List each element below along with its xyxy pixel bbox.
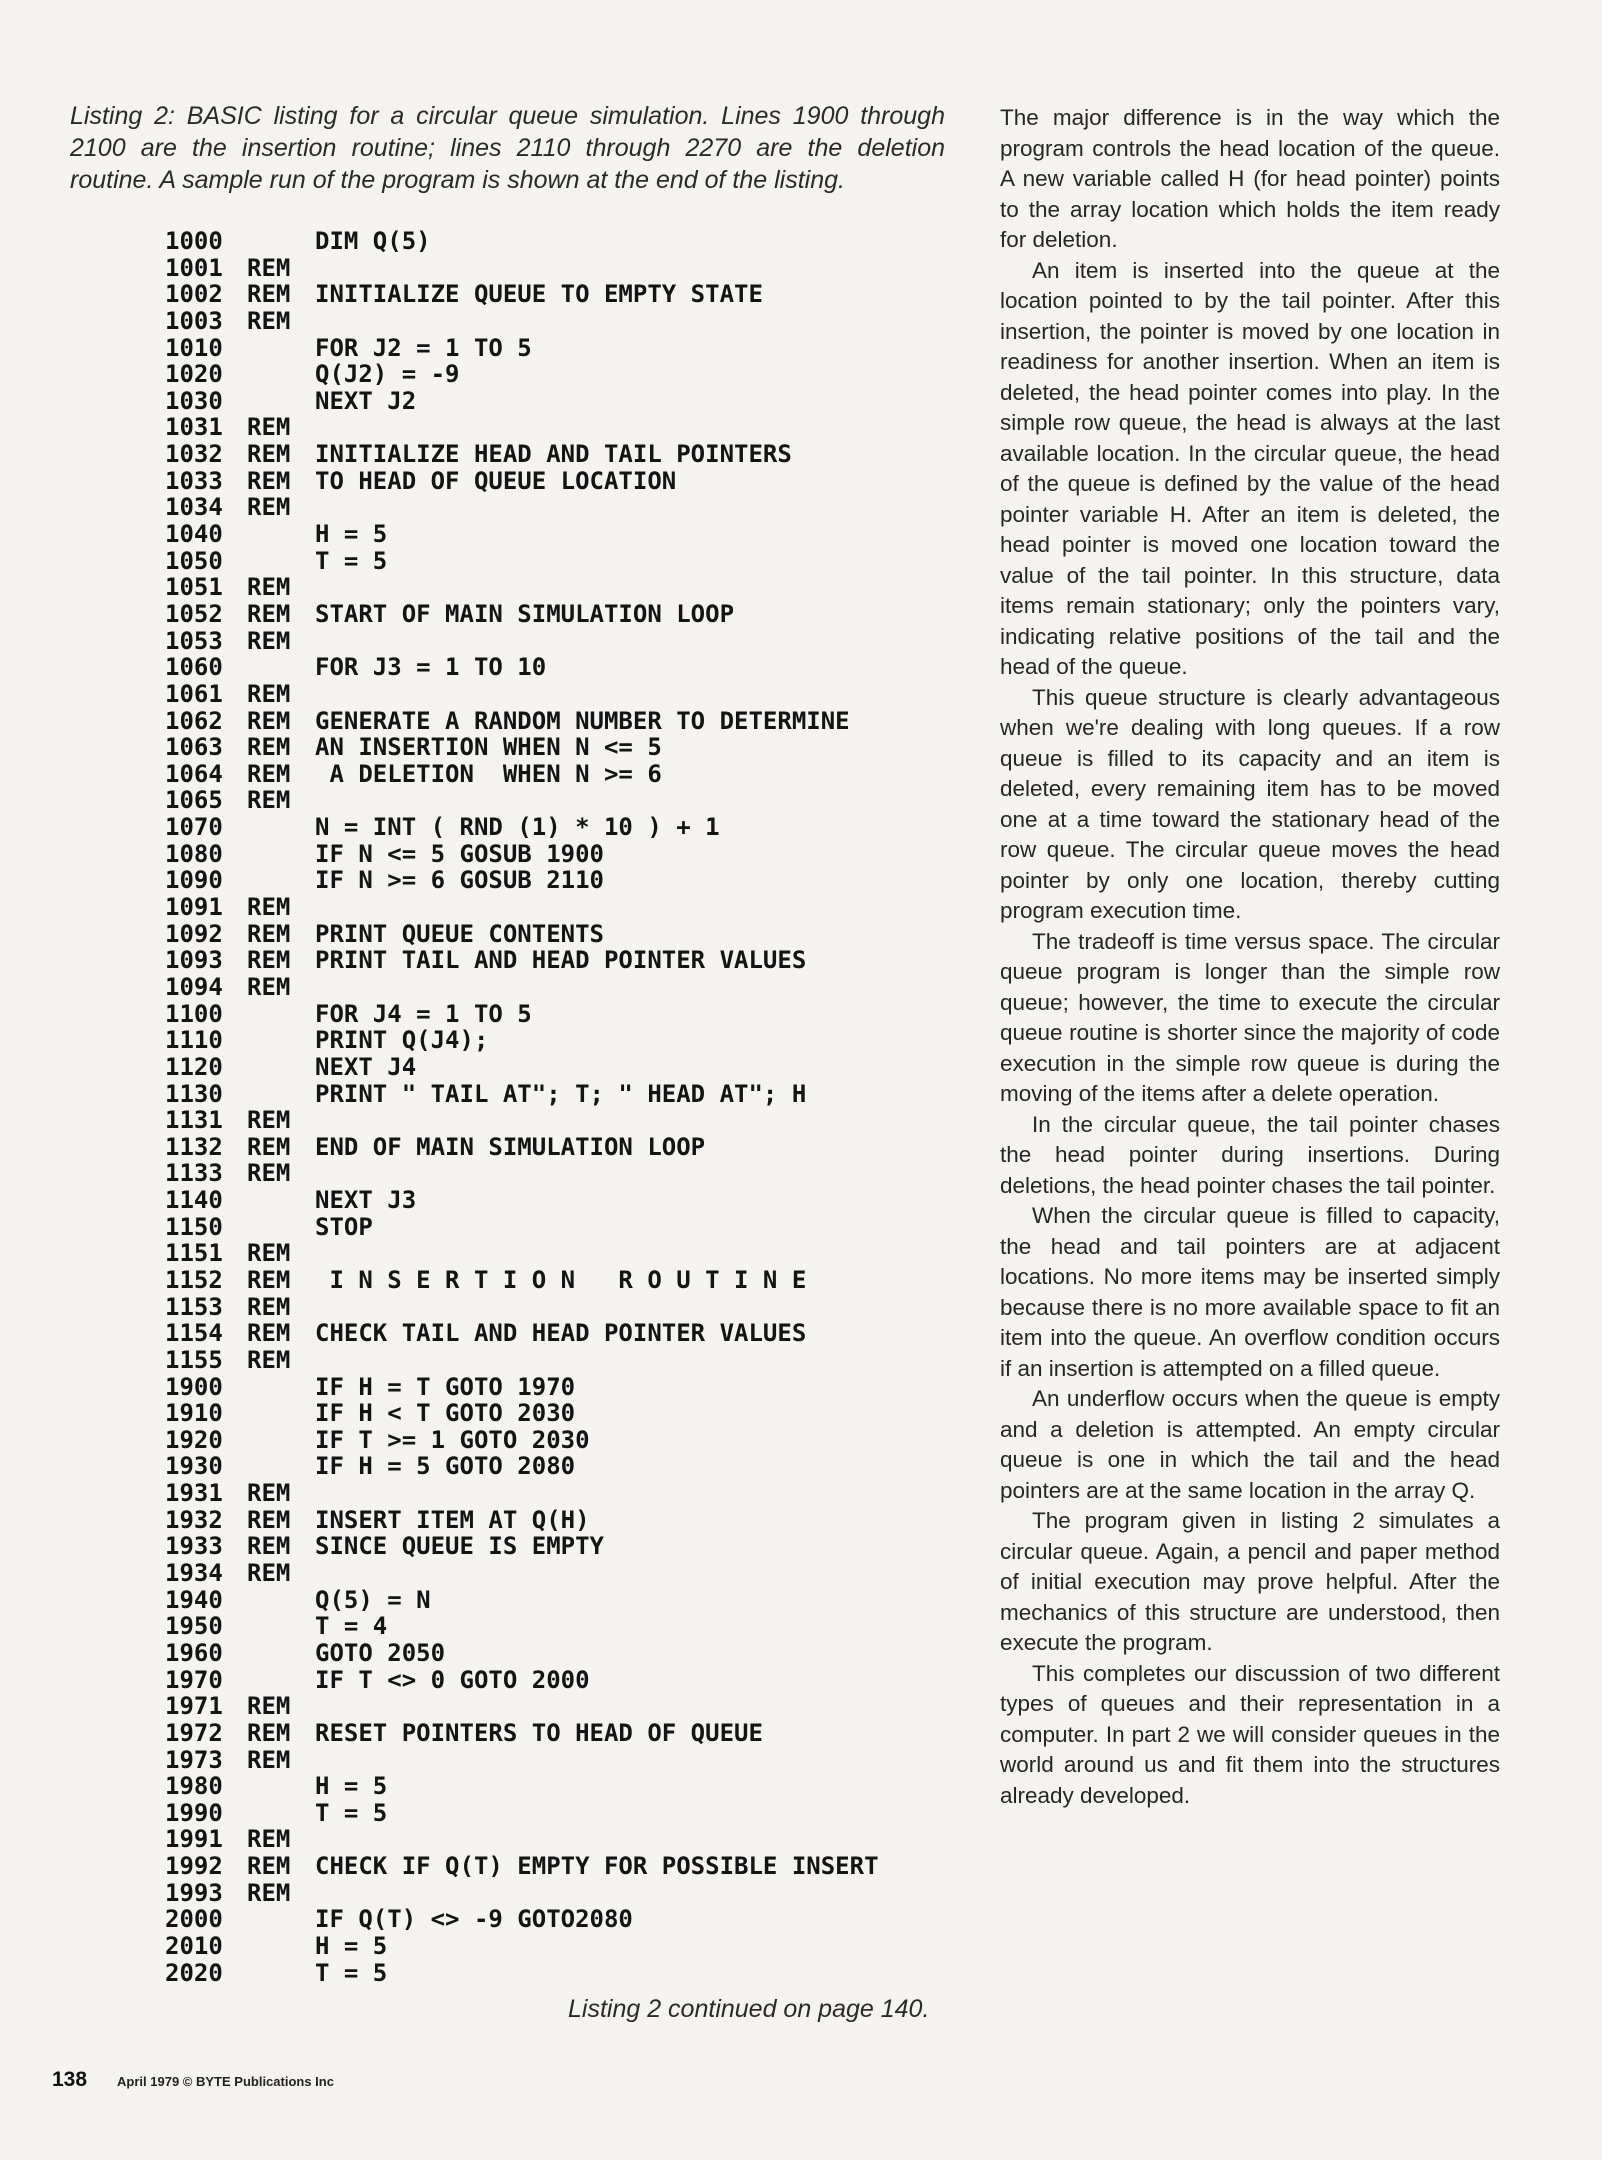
code-line <box>165 1400 955 1427</box>
rem-keyword: REM <box>247 759 291 788</box>
line-number: 1032 <box>165 440 223 469</box>
line-number: 1094 <box>165 972 223 1001</box>
line-number: 1034 <box>165 493 223 522</box>
code-statement: END OF MAIN SIMULATION LOOP <box>315 1132 706 1161</box>
code-line <box>165 708 955 735</box>
code-statement: PRINT Q(J4); <box>315 1026 489 1055</box>
code-line <box>165 281 955 308</box>
code-line <box>165 548 955 575</box>
line-number: 1010 <box>165 333 223 362</box>
rem-keyword: REM <box>247 733 291 762</box>
code-line <box>165 388 955 415</box>
line-number: 1970 <box>165 1665 223 1694</box>
code-statement: TO HEAD OF QUEUE LOCATION <box>315 466 677 495</box>
rem-keyword: REM <box>247 253 291 282</box>
code-statement: NEXT J4 <box>315 1052 417 1081</box>
rem-keyword: REM <box>247 1239 291 1268</box>
code-line <box>165 1267 955 1294</box>
code-statement: H = 5 <box>315 1772 388 1801</box>
line-number: 1950 <box>165 1612 223 1641</box>
code-line <box>165 654 955 681</box>
line-number: 1154 <box>165 1319 223 1348</box>
rem-keyword: REM <box>247 972 291 1001</box>
rem-keyword: REM <box>247 599 291 628</box>
code-statement: PRINT QUEUE CONTENTS <box>315 919 604 948</box>
line-number: 1040 <box>165 520 223 549</box>
code-line <box>165 521 955 548</box>
article-paragraph: The major difference is in the way which the program controls the head location of the queue. A new variable called H (for head pointer) points to the array location which holds the item ready for deletion. <box>1000 105 1500 252</box>
article-paragraph: This completes our discussion of two different types of queues and their representation in a computer. In part 2 we will consider queues in the world around us and fit them into the structures already developed. <box>1000 1660 1500 1808</box>
code-line <box>165 1667 955 1694</box>
code-statement: PRINT TAIL AND HEAD POINTER VALUES <box>315 946 807 975</box>
line-number: 1991 <box>165 1825 223 1854</box>
line-number: 1153 <box>165 1292 223 1321</box>
rem-keyword: REM <box>247 706 291 735</box>
code-line <box>165 1427 955 1454</box>
line-number: 1080 <box>165 839 223 868</box>
code-statement: FOR J2 = 1 TO 5 <box>315 333 532 362</box>
code-line <box>165 1853 955 1880</box>
code-statement: T = 5 <box>315 546 388 575</box>
code-statement: IF Q(T) <> -9 GOTO2080 <box>315 1905 633 1934</box>
line-number: 1993 <box>165 1878 223 1907</box>
code-line <box>165 1134 955 1161</box>
code-line <box>165 494 955 521</box>
rem-keyword: REM <box>247 280 291 309</box>
rem-keyword: REM <box>247 946 291 975</box>
rem-keyword: REM <box>247 1718 291 1747</box>
code-line <box>165 947 955 974</box>
code-line <box>165 1800 955 1827</box>
code-statement: T = 5 <box>315 1958 388 1987</box>
publication-imprint: April 1979 © BYTE Publications Inc <box>117 2074 334 2089</box>
line-number: 1065 <box>165 786 223 815</box>
code-line <box>165 1560 955 1587</box>
line-number: 1093 <box>165 946 223 975</box>
code-line <box>165 1880 955 1907</box>
code-line <box>165 1720 955 1747</box>
code-line <box>165 255 955 282</box>
code-line <box>165 841 955 868</box>
code-statement: H = 5 <box>315 520 388 549</box>
code-line <box>165 1187 955 1214</box>
line-number: 2010 <box>165 1932 223 1960</box>
code-line <box>165 1533 955 1560</box>
article-paragraph: An underflow occurs when the queue is empty and a deletion is attempted. An empty circular queue is one in which the tail and the head pointers are at the same location in the array Q. <box>1000 1386 1500 1503</box>
line-number: 1051 <box>165 573 223 602</box>
code-statement: AN INSERTION WHEN N <= 5 <box>315 733 662 762</box>
rem-keyword: REM <box>247 306 291 335</box>
code-statement: N = INT ( RND (1) * 10 ) + 1 <box>315 813 720 842</box>
code-line <box>165 1773 955 1800</box>
code-line <box>165 1693 955 1720</box>
line-number: 1092 <box>165 919 223 948</box>
continued-note: Listing 2 continued on page 140. <box>568 1995 930 2023</box>
rem-keyword: REM <box>247 679 291 708</box>
code-line <box>165 734 955 761</box>
line-number: 1064 <box>165 759 223 788</box>
line-number: 1060 <box>165 653 223 682</box>
code-line <box>165 1374 955 1401</box>
article-column <box>1000 103 1500 1811</box>
code-statement: IF N >= 6 GOSUB 2110 <box>315 866 604 895</box>
rem-keyword: REM <box>247 493 291 522</box>
line-number: 1130 <box>165 1079 223 1108</box>
rem-keyword: REM <box>247 1532 291 1561</box>
line-number: 1002 <box>165 280 223 309</box>
line-number: 1140 <box>165 1186 223 1215</box>
line-number: 1940 <box>165 1585 223 1614</box>
code-statement: IF T <> 0 GOTO 2000 <box>315 1665 590 1694</box>
code-line <box>165 1347 955 1374</box>
listing-caption: Listing 2: BASIC listing for a circular queue simulation. Lines 1900 through 2100 are the insertion routine; lines 2110 through 2270 are the deletion routine. A sample run of the program is shown at the end of the listing. <box>70 102 945 194</box>
rem-keyword: REM <box>247 1505 291 1534</box>
line-number: 1132 <box>165 1132 223 1161</box>
line-number: 1971 <box>165 1692 223 1721</box>
code-statement: SINCE QUEUE IS EMPTY <box>315 1532 604 1561</box>
code-statement: START OF MAIN SIMULATION LOOP <box>315 599 735 628</box>
line-number: 1090 <box>165 866 223 895</box>
line-number: 2000 <box>165 1905 223 1934</box>
rem-keyword: REM <box>247 440 291 469</box>
line-number: 1061 <box>165 679 223 708</box>
code-line <box>165 441 955 468</box>
code-line <box>165 814 955 841</box>
line-number: 1900 <box>165 1372 223 1401</box>
code-statement: IF T >= 1 GOTO 2030 <box>315 1425 590 1454</box>
rem-keyword: REM <box>247 413 291 442</box>
code-statement: RESET POINTERS TO HEAD OF QUEUE <box>315 1718 763 1747</box>
line-number: 1020 <box>165 360 223 389</box>
code-line <box>165 628 955 655</box>
line-number: 1910 <box>165 1399 223 1428</box>
line-number: 1070 <box>165 813 223 842</box>
line-number: 1001 <box>165 253 223 282</box>
code-line <box>165 681 955 708</box>
code-line <box>165 308 955 335</box>
code-statement: STOP <box>315 1212 373 1241</box>
code-statement: Q(5) = N <box>315 1585 431 1614</box>
line-number: 1933 <box>165 1532 223 1561</box>
rem-keyword: REM <box>247 919 291 948</box>
rem-keyword: REM <box>247 1559 291 1588</box>
code-statement: GENERATE A RANDOM NUMBER TO DETERMINE <box>315 706 850 735</box>
line-number: 1931 <box>165 1479 223 1508</box>
code-statement: I N S E R T I O N R O U T I N E <box>315 1265 807 1294</box>
line-number: 1930 <box>165 1452 223 1481</box>
code-line <box>165 574 955 601</box>
code-statement: IF H = 5 GOTO 2080 <box>315 1452 576 1481</box>
code-statement: INSERT ITEM AT Q(H) <box>315 1505 590 1534</box>
code-statement: NEXT J2 <box>315 386 417 415</box>
code-line <box>165 1160 955 1187</box>
code-line <box>165 1640 955 1667</box>
line-number: 1980 <box>165 1772 223 1801</box>
line-number: 2020 <box>165 1958 223 1987</box>
line-number: 1150 <box>165 1212 223 1241</box>
code-line <box>165 1027 955 1054</box>
code-statement: T = 5 <box>315 1798 388 1827</box>
code-line <box>165 1054 955 1081</box>
code-line <box>165 601 955 628</box>
line-number: 1030 <box>165 386 223 415</box>
code-line <box>165 787 955 814</box>
line-number: 1932 <box>165 1505 223 1534</box>
code-statement: FOR J3 = 1 TO 10 <box>315 653 547 682</box>
article-paragraph: In the circular queue, the tail pointer chases the head pointer during insertions. During deletions, the head pointer chases the tail pointer. <box>1000 1111 1500 1198</box>
rem-keyword: REM <box>247 1692 291 1721</box>
code-line <box>165 1960 955 1987</box>
code-statement: Q(J2) = -9 <box>315 360 460 389</box>
line-number: 1050 <box>165 546 223 575</box>
code-line <box>165 1240 955 1267</box>
rem-keyword: REM <box>247 1319 291 1348</box>
page-footer <box>52 2068 334 2092</box>
line-number: 1052 <box>165 599 223 628</box>
code-line <box>165 228 955 255</box>
rem-keyword: REM <box>247 1106 291 1135</box>
rem-keyword: REM <box>247 893 291 922</box>
code-line <box>165 1587 955 1614</box>
rem-keyword: REM <box>247 1825 291 1854</box>
article-paragraph: This queue structure is clearly advantageous when we're dealing with long queues. If a row queue is filled to its capacity and an item is deleted, every remaining item has to be moved one at a time toward the stationary head of the row queue. The circular queue moves the head pointer by only one location, thereby cutting program execution time. <box>1000 684 1500 923</box>
code-statement: IF H < T GOTO 2030 <box>315 1399 576 1428</box>
code-line <box>165 1320 955 1347</box>
code-line <box>165 1081 955 1108</box>
rem-keyword: REM <box>247 1159 291 1188</box>
code-line <box>165 1507 955 1534</box>
code-line <box>165 1480 955 1507</box>
code-statement: A DELETION WHEN N >= 6 <box>315 759 662 788</box>
rem-keyword: REM <box>247 1479 291 1508</box>
code-line <box>165 1747 955 1774</box>
code-line <box>165 1214 955 1241</box>
code-line <box>165 761 955 788</box>
rem-keyword: REM <box>247 466 291 495</box>
rem-keyword: REM <box>247 1878 291 1907</box>
code-line <box>165 867 955 894</box>
article-paragraph: The program given in listing 2 simulates a circular queue. Again, a pencil and paper method of initial execution may prove helpful. After the mechanics of this structure are understood, then execute the program. <box>1000 1508 1500 1655</box>
code-statement: INITIALIZE QUEUE TO EMPTY STATE <box>315 280 763 309</box>
line-number: 1000 <box>165 227 223 255</box>
code-statement: T = 4 <box>315 1612 388 1641</box>
rem-keyword: REM <box>247 1345 291 1374</box>
article-paragraph: The tradeoff is time versus space. The circular queue program is longer than the simple row queue; however, the time to execute the circular queue routine is shorter since the majority of code execution in the simple row queue is during the moving of the items after a delete operation. <box>1000 928 1500 1106</box>
code-line <box>165 1933 955 1960</box>
code-statement: FOR J4 = 1 TO 5 <box>315 999 532 1028</box>
article-paragraph: When the circular queue is filled to capacity, the head and tail pointers are at adjacent locations. No more items may be inserted simply because there is no more available space to fit an item into the queue. An overflow condition occurs if an insertion is attempted on a filled queue. <box>1000 1203 1500 1381</box>
line-number: 1992 <box>165 1852 223 1881</box>
code-statement: INITIALIZE HEAD AND TAIL POINTERS <box>315 440 792 469</box>
code-line <box>165 1001 955 1028</box>
code-line <box>165 1826 955 1853</box>
line-number: 1120 <box>165 1052 223 1081</box>
code-line <box>165 1613 955 1640</box>
page-number: 138 <box>52 2068 88 2091</box>
rem-keyword: REM <box>247 626 291 655</box>
line-number: 1062 <box>165 706 223 735</box>
line-number: 1053 <box>165 626 223 655</box>
line-number: 1990 <box>165 1798 223 1827</box>
code-listing <box>165 228 955 1986</box>
rem-keyword: REM <box>247 1132 291 1161</box>
line-number: 1031 <box>165 413 223 442</box>
line-number: 1091 <box>165 893 223 922</box>
rem-keyword: REM <box>247 1745 291 1774</box>
line-number: 1151 <box>165 1239 223 1268</box>
code-statement: H = 5 <box>315 1932 388 1960</box>
line-number: 1100 <box>165 999 223 1028</box>
line-number: 1033 <box>165 466 223 495</box>
line-number: 1972 <box>165 1718 223 1747</box>
code-statement: CHECK IF Q(T) EMPTY FOR POSSIBLE INSERT <box>315 1852 879 1881</box>
rem-keyword: REM <box>247 1292 291 1321</box>
line-number: 1003 <box>165 306 223 335</box>
code-statement: DIM Q(5) <box>315 227 431 255</box>
rem-keyword: REM <box>247 573 291 602</box>
line-number: 1152 <box>165 1265 223 1294</box>
code-statement: CHECK TAIL AND HEAD POINTER VALUES <box>315 1319 807 1348</box>
code-statement: IF H = T GOTO 1970 <box>315 1372 576 1401</box>
line-number: 1920 <box>165 1425 223 1454</box>
line-number: 1960 <box>165 1638 223 1667</box>
code-line <box>165 1107 955 1134</box>
code-statement: GOTO 2050 <box>315 1638 446 1667</box>
line-number: 1133 <box>165 1159 223 1188</box>
line-number: 1155 <box>165 1345 223 1374</box>
rem-keyword: REM <box>247 1265 291 1294</box>
code-line <box>165 894 955 921</box>
code-line <box>165 414 955 441</box>
code-line <box>165 335 955 362</box>
rem-keyword: REM <box>247 1852 291 1881</box>
code-statement: IF N <= 5 GOSUB 1900 <box>315 839 604 868</box>
code-line <box>165 468 955 495</box>
code-line <box>165 1453 955 1480</box>
line-number: 1110 <box>165 1026 223 1055</box>
code-line <box>165 974 955 1001</box>
code-statement: PRINT " TAIL AT"; T; " HEAD AT"; H <box>315 1079 807 1108</box>
code-statement: NEXT J3 <box>315 1186 417 1215</box>
line-number: 1973 <box>165 1745 223 1774</box>
code-line <box>165 361 955 388</box>
line-number: 1131 <box>165 1106 223 1135</box>
code-line <box>165 1906 955 1933</box>
line-number: 1934 <box>165 1559 223 1588</box>
code-line <box>165 921 955 948</box>
article-paragraph: An item is inserted into the queue at the location pointed to by the tail pointer. After this insertion, the pointer is moved by one location in readiness for another insertion. When an item is deleted, the head pointer comes into play. In the simple row queue, the head is always at the last available location. In the circular queue, the head of the queue is defined by the value of the head pointer variable H. After an item is deleted, the head pointer is moved one location toward the value of the tail pointer. In this structure, data items remain stationary; only the pointers vary, indicating relative positions of the tail and the head of the queue. <box>1000 257 1500 679</box>
code-line <box>165 1294 955 1321</box>
rem-keyword: REM <box>247 786 291 815</box>
line-number: 1063 <box>165 733 223 762</box>
